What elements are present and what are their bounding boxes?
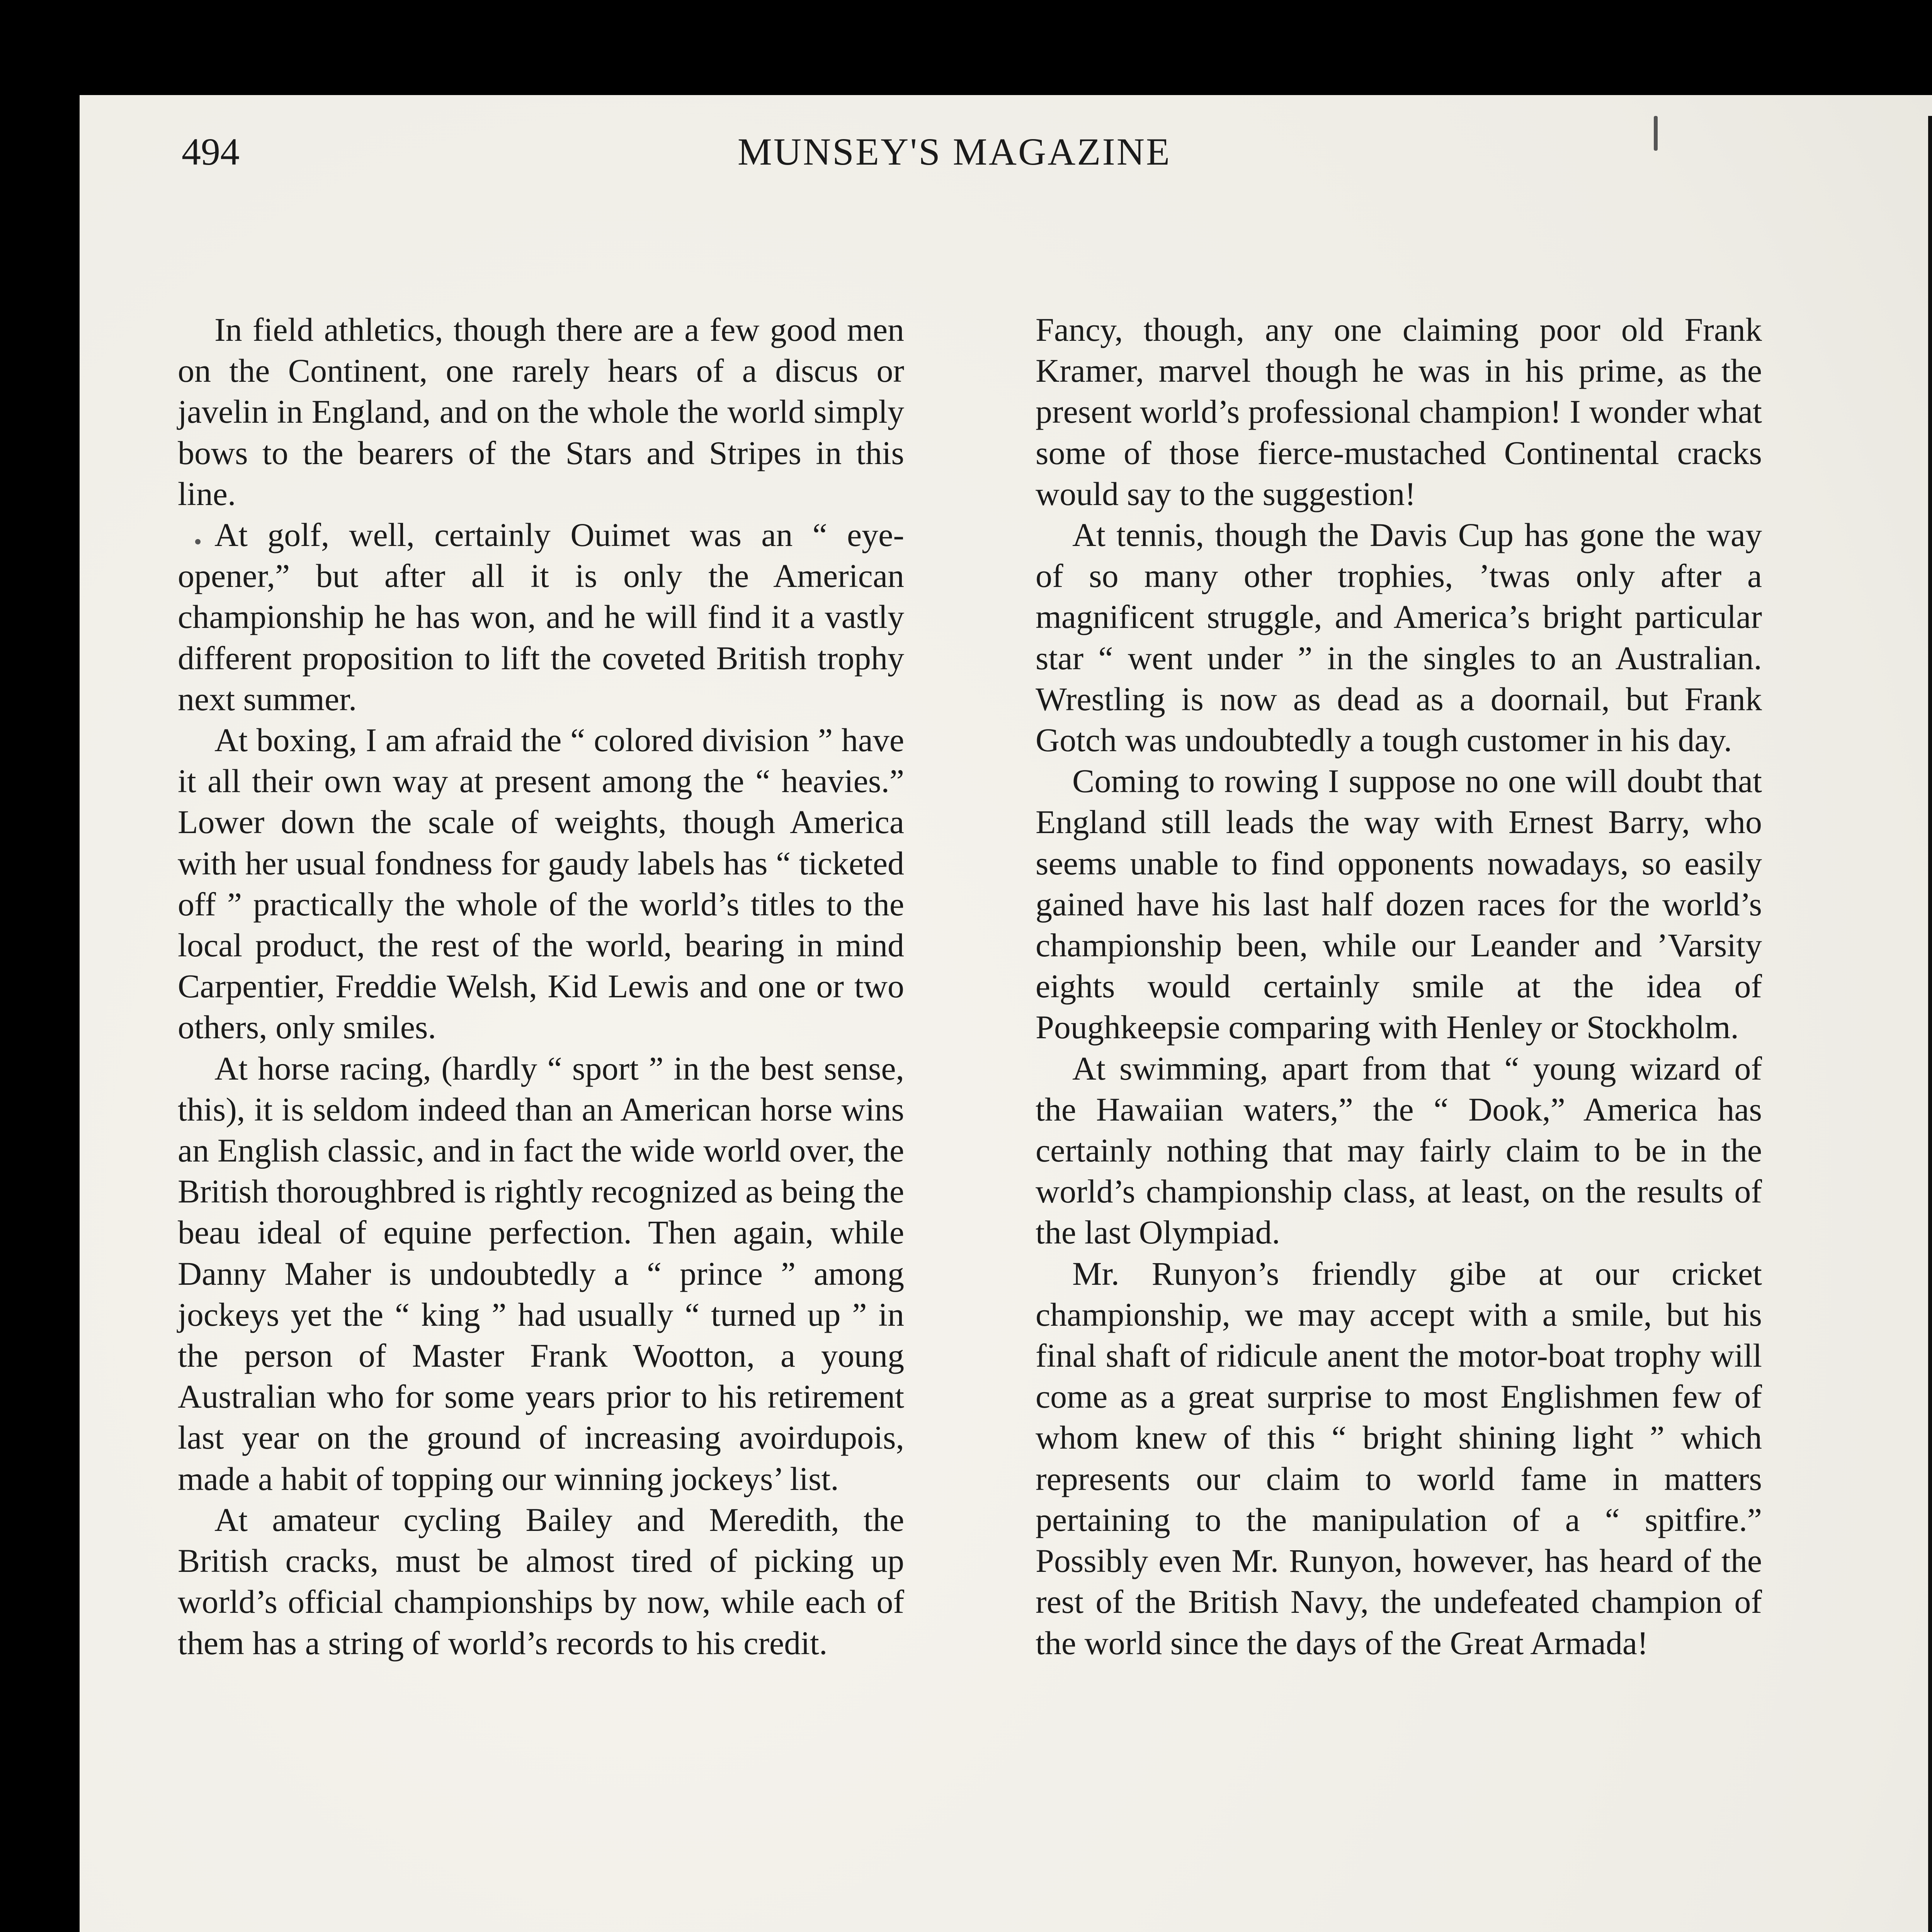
article-paragraph: At amateur cycling Bailey and Meredith, the British cracks, must be almost tired of picking up world’s official championships by now, while each of them has a string of world’s records to his credit. (178, 1501, 904, 1662)
article-paragraph: Mr. Runyon’s friendly gibe at our cricket championship, we may accept with a smile, but his final shaft of ridicule anent the motor-boat trophy will come as a great surprise to most Englishmen few of whom knew of this “ bright shining light ” which represents our claim to world fame in matters pertaining to the manipulation of a “ spitfire.” Possibly even Mr. Runyon, however, has heard of the rest of the British Navy, the undefeated champion of the world since the days of the Great Armada! (1036, 1255, 1762, 1662)
article-right-column (1036, 309, 1762, 1663)
article-paragraph: At swimming, apart from that “ young wizard of the Hawaiian waters,” the “ Dook,” America has certainly nothing that may fairly claim to be in the world’s championship class, at least, on the results of the last Olympiad. (1036, 1049, 1762, 1251)
article-paragraph: Coming to rowing I suppose no one will doubt that England still leads the way with Ernest Barry, who seems unable to find opponents nowadays, so easily gained have his last half dozen races for the world’s championship been, while our Leander and ’Varsity eights would certainly smile at the idea of Poughkeepsie comparing with Henley or Stockholm. (1036, 762, 1762, 1046)
print-speck (195, 539, 201, 544)
article-paragraph: At golf, well, certainly Ouimet was an “ eye-opener,” but after all it is only the American championship he has won, and he will find it a vastly different proposition to lift the coveted British trophy next summer. (178, 516, 904, 718)
page-number: 494 (182, 130, 240, 173)
running-head (182, 121, 1727, 183)
article-paragraph: At tennis, though the Davis Cup has gone the way of so many other trophies, ’twas only after a magnificent struggle, and America’s bright particular star “ went under ” in the singles to an Australian. Wrestling is now as dead as a doornail, but Frank Gotch was undoubtedly a tough customer in his day. (1036, 516, 1762, 759)
article-paragraph-continuation: Fancy, though, any one claiming poor old Frank Kramer, marvel though he was in his prime, as the present world’s professional champion! I wonder what some of those fierce-mustached Continental cracks would say to the suggestion! (1036, 311, 1762, 512)
article-paragraph: At horse racing, (hardly “ sport ” in the best sense, this), it is seldom indeed than an American horse wins an English classic, and in fact the wide world over, the British thoroughbred is rightly recognized as being the beau ideal of equine perfection. Then again, while Danny Maher is undoubtedly a “ prince ” among jockeys yet the “ king ” had usually “ turned up ” in the person of Master Frank Wootton, a young Australian who for some years prior to his retirement last year on the ground of increasing avoirdupois, made a habit of topping our winning jockeys’ list. (178, 1049, 904, 1497)
article-paragraph: At boxing, I am afraid the “ colored division ” have it all their own way at present among the “ heavies.” Lower down the scale of weights, though America with her usual fondness for gaudy labels has “ ticketed off ” practically the whole of the world’s titles to the local product, the rest of the world, bearing in mind Carpentier, Freddie Welsh, Kid Lewis and one or two others, only smiles. (178, 721, 904, 1046)
magazine-title: MUNSEY'S MAGAZINE (737, 130, 1172, 173)
article-paragraph: In field athletics, though there are a few good men on the Continent, one rarely hears of a discus or javelin in England, and on the whole the world simply bows to the bearers of the Stars and Stripes in this line. (178, 311, 904, 512)
page-gutter-shadow (1928, 116, 1932, 1932)
print-speck (1654, 116, 1658, 151)
article-left-column (178, 309, 904, 1663)
